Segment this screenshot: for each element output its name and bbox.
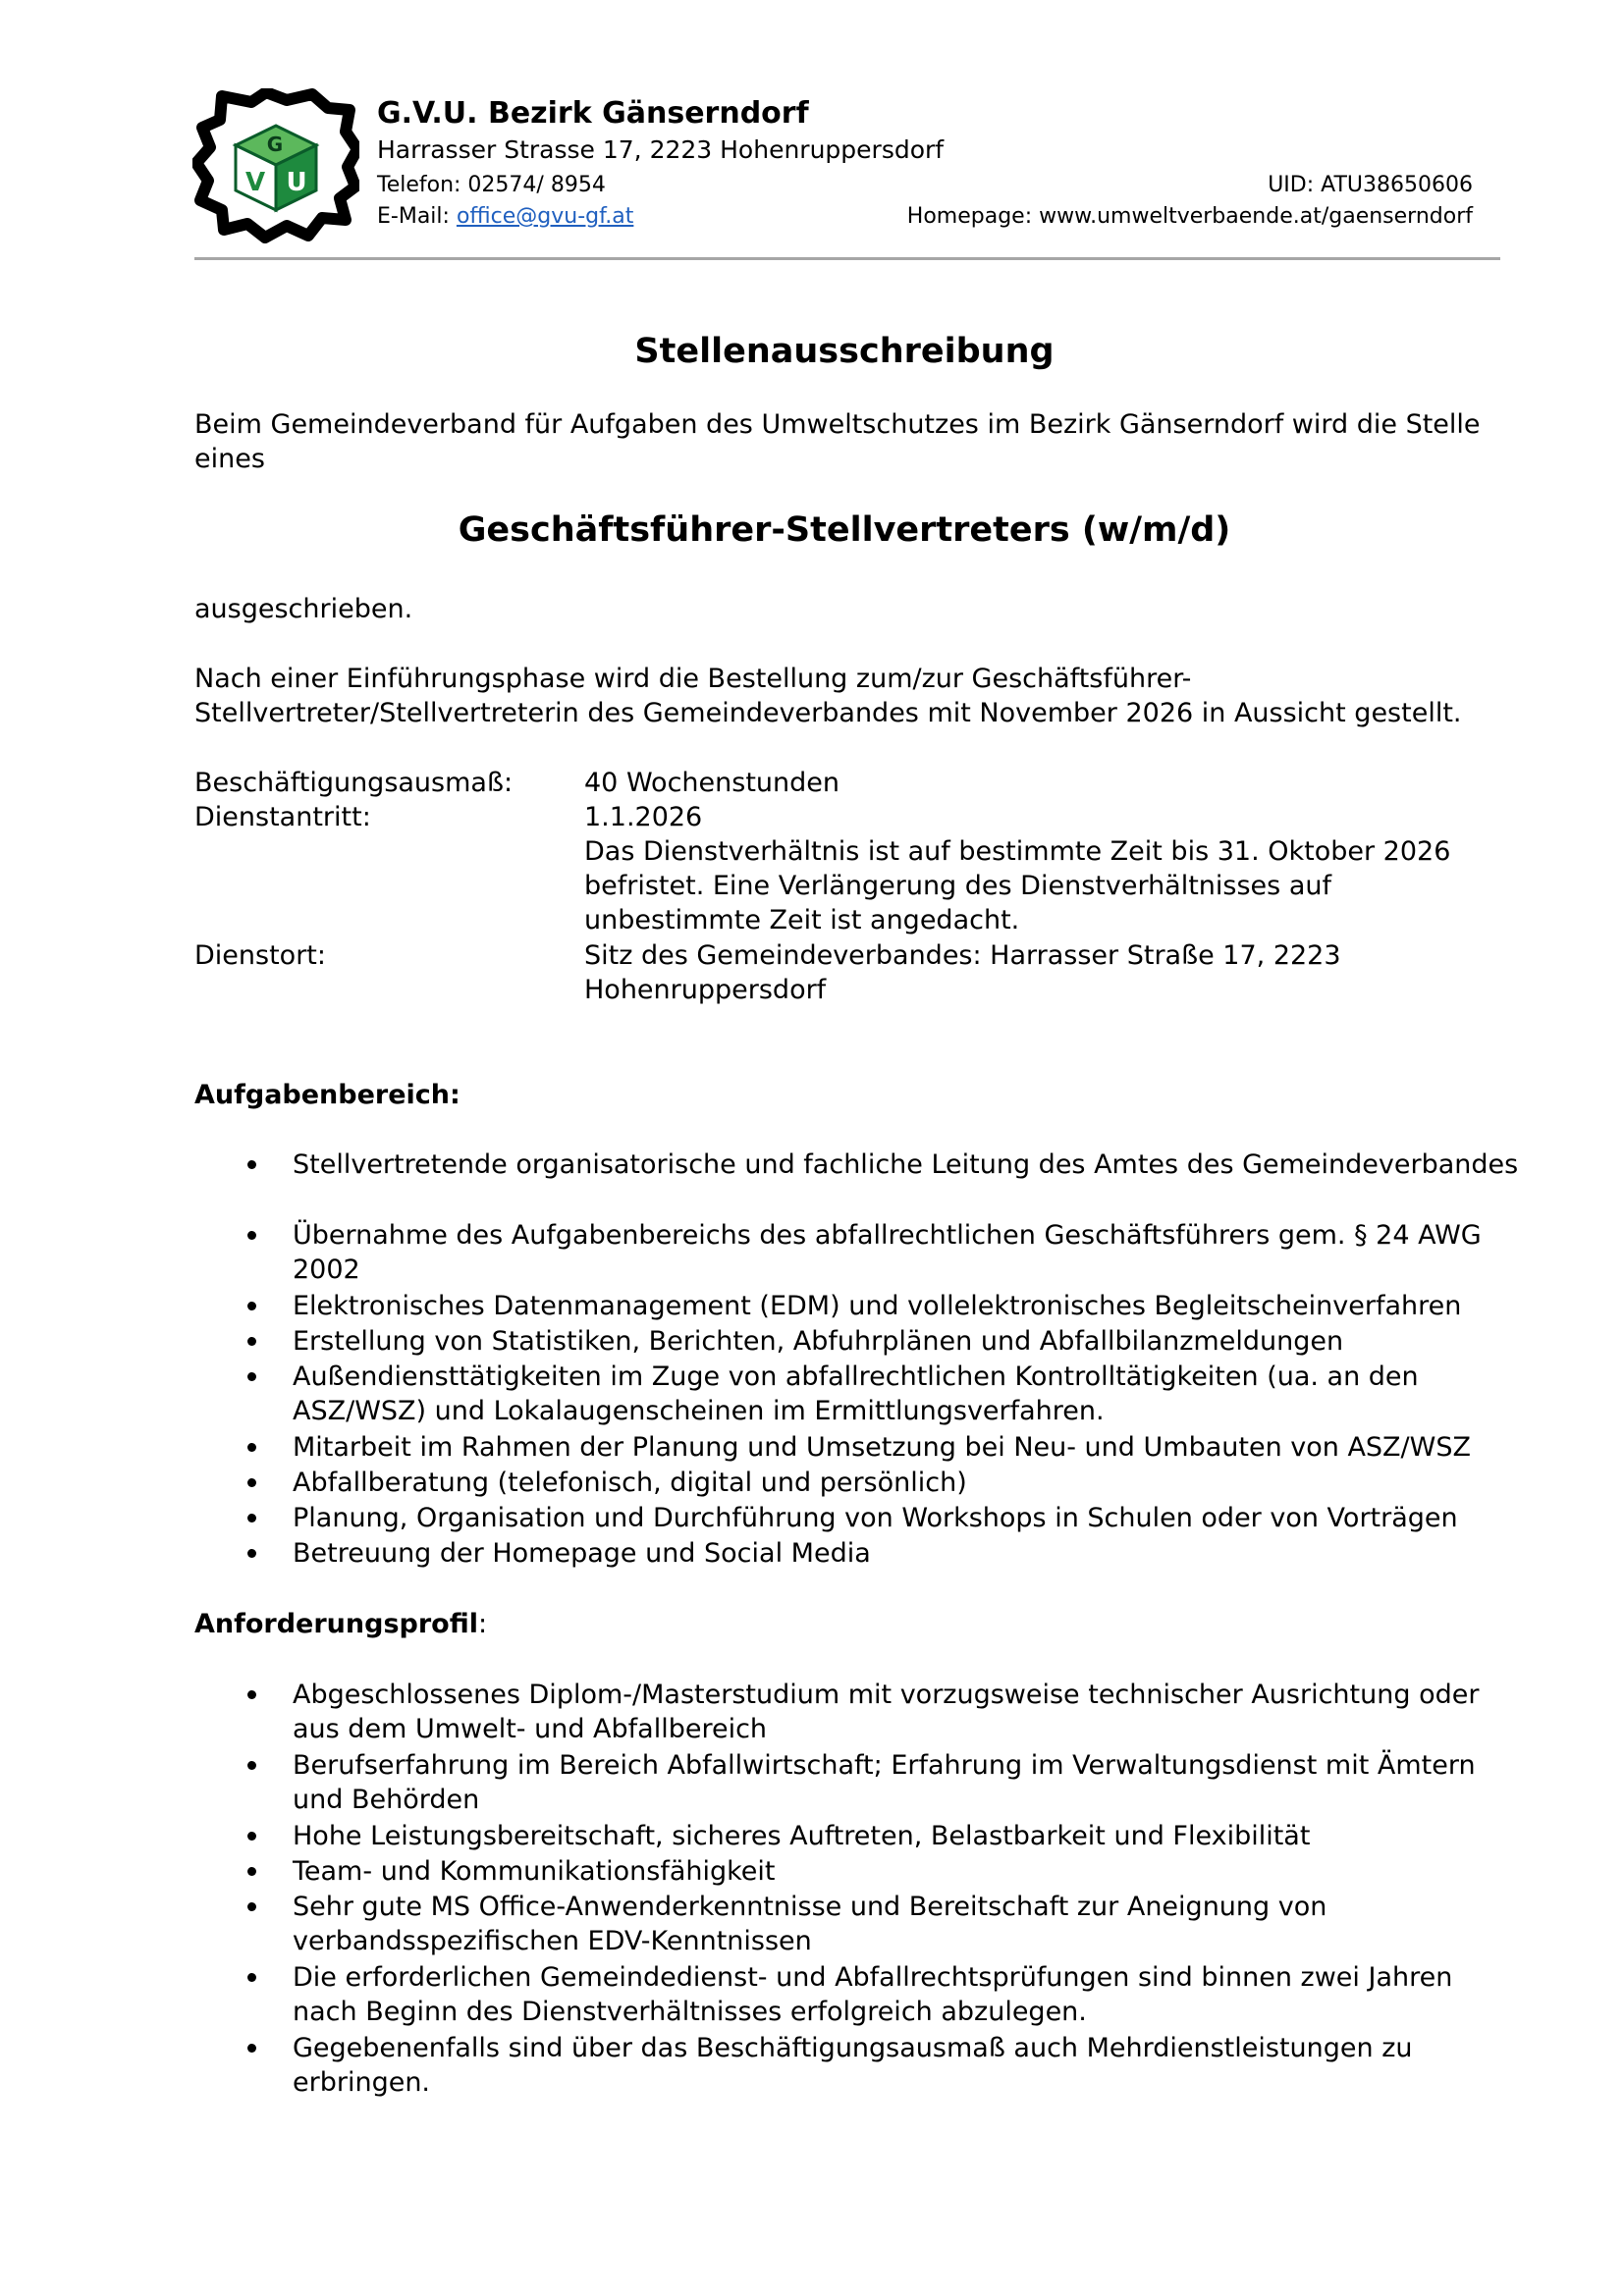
- position-title: Geschäftsführer-Stellvertreters (w/m/d): [458, 510, 1231, 550]
- homepage-line: Homepage: www.umweltverbaende.at/gaenserndorf: [906, 204, 1473, 229]
- logo-letter-g: G: [266, 133, 284, 156]
- requirements-heading-text: Anforderungsprofil: [194, 1609, 478, 1639]
- email-line: [377, 202, 633, 232]
- requirements-heading-colon: :: [477, 1609, 488, 1639]
- requirement-text: Abgeschlossenes Diplom-/Masterstudium mit vorzugsweise technischer Ausrichtung oder aus dem Umwelt- und Abfallbereich: [293, 1680, 1480, 1744]
- task-text: Außendiensttätigkeiten im Zuge von abfallrechtlichen Kontrolltätigkeiten (ua. an den ASZ/WSZ) und Lokalaugenscheinen im Ermittlungsverfahren.: [293, 1362, 1419, 1426]
- document-title: Stellenausschreibung: [634, 332, 1055, 371]
- phone-number: Telefon: 02574/ 8954: [377, 173, 606, 197]
- logo-letter-u: U: [286, 168, 307, 197]
- requirement-text: Die erforderlichen Gemeindedienst- und Abfallrechtsprüfungen sind binnen zwei Jahren nach Beginn des Dienstverhältnisses erfolgreich abzulegen.: [293, 1962, 1453, 2027]
- task-text: Mitarbeit im Rahmen der Planung und Umsetzung bei Neu- und Umbauten von ASZ/WSZ: [293, 1432, 1471, 1463]
- task-text: Erstellung von Statistiken, Berichten, Abfuhrplänen und Abfallbilanzmeldungen: [293, 1326, 1344, 1357]
- logo-letter-v: V: [244, 168, 266, 197]
- requirement-text: Sehr gute MS Office-Anwenderkenntnisse und Bereitschaft zur Aneignung von verbandsspezifischen EDV-Kenntnissen: [293, 1892, 1327, 1956]
- task-text: Betreuung der Homepage und Social Media: [293, 1538, 871, 1569]
- employment-label: Beschäftigungsausmaß:: [194, 768, 514, 798]
- organization-address: Harrasser Strasse 17, 2223 Hohenruppersdorf: [377, 135, 945, 164]
- start-label: Dienstantritt:: [194, 802, 371, 832]
- organization-name: G.V.U. Bezirk Gänserndorf: [377, 96, 809, 131]
- gvu-logo: [192, 88, 359, 243]
- intro-paragraph: Beim Gemeindeverband für Aufgaben des Umweltschutzes im Bezirk Gänserndorf wird die Stelle eines: [194, 409, 1481, 474]
- appointment-paragraph: Nach einer Einführungsphase wird die Bestellung zum/zur Geschäftsführer-Stellvertreter/Stellvertreterin des Gemeindeverbandes mit November 2026 in Aussicht gestellt.: [194, 664, 1462, 728]
- task-text: Elektronisches Datenmanagement (EDM) und vollelektronisches Begleitscheinverfahren: [293, 1291, 1462, 1321]
- requirement-text: Berufserfahrung im Bereich Abfallwirtschaft; Erfahrung im Verwaltungsdienst mit Ämtern und Behörden: [293, 1750, 1476, 1815]
- uid-number: UID: ATU38650606: [1268, 173, 1473, 197]
- email-label: E-Mail:: [377, 204, 457, 229]
- location-label: Dienstort:: [194, 940, 326, 971]
- task-text: Übernahme des Aufgabenbereichs des abfallrechtlichen Geschäftsführers gem. § 24 AWG 2002: [293, 1220, 1482, 1285]
- location-value: Sitz des Gemeindeverbandes: Harrasser Straße 17, 2223 Hohenruppersdorf: [584, 940, 1341, 1005]
- start-note: Das Dienstverhältnis ist auf bestimmte Zeit bis 31. Oktober 2026 befristet. Eine Verlängerung des Dienstverhältnisses auf unbestimmte Zeit ist angedacht.: [584, 836, 1451, 935]
- task-text: Abfallberatung (telefonisch, digital und persönlich): [293, 1468, 967, 1498]
- requirements-heading: [194, 1607, 487, 1641]
- requirement-text: Team- und Kommunikationsfähigkeit: [293, 1856, 776, 1887]
- tasks-heading: Aufgabenbereich:: [194, 1080, 460, 1110]
- task-text: Planung, Organisation und Durchführung von Workshops in Schulen oder von Vorträgen: [293, 1503, 1458, 1533]
- task-text: Stellvertretende organisatorische und fachliche Leitung des Amtes des Gemeindeverbandes: [293, 1149, 1519, 1180]
- advertised-text: ausgeschrieben.: [194, 594, 413, 624]
- requirement-text: Gegebenenfalls sind über das Beschäftigungsausmaß auch Mehrdienstleistungen zu erbringen.: [293, 2033, 1413, 2098]
- email-link[interactable]: office@gvu-gf.at: [456, 204, 634, 229]
- requirement-text: Hohe Leistungsbereitschaft, sicheres Auftreten, Belastbarkeit und Flexibilität: [293, 1821, 1311, 1851]
- header-divider: [194, 257, 1500, 260]
- start-value: 1.1.2026: [584, 802, 703, 832]
- employment-value: 40 Wochenstunden: [584, 768, 839, 798]
